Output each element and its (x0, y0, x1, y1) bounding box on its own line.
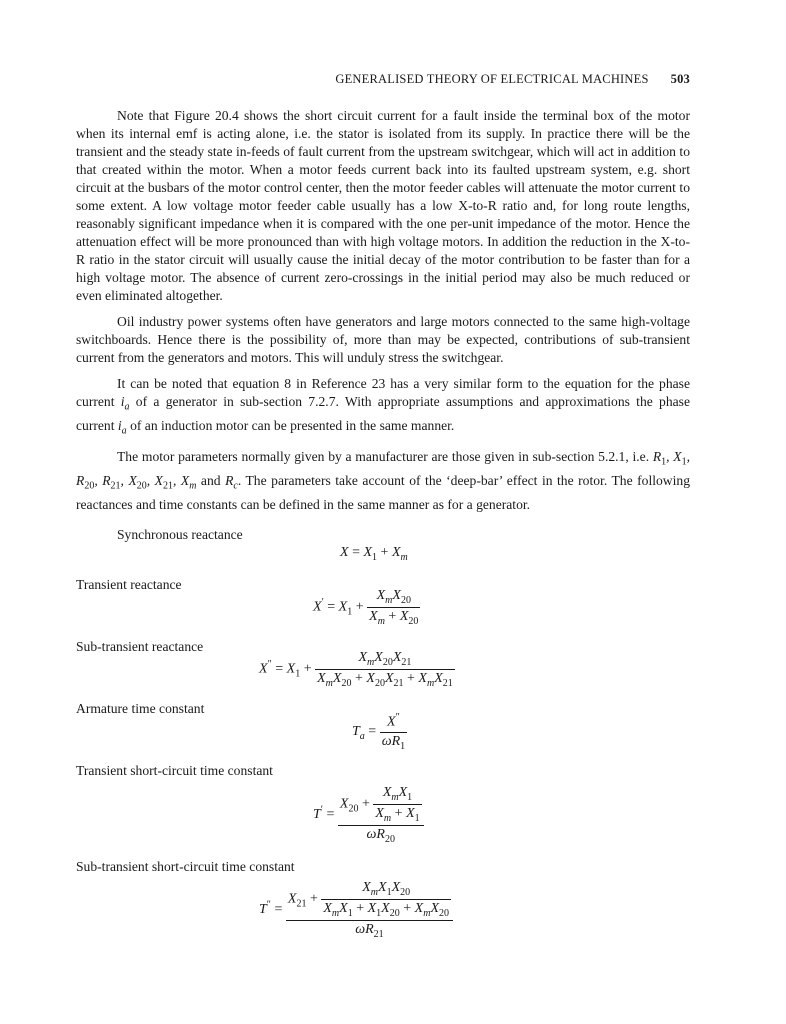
paragraph-3: It can be noted that equation 8 in Reference 23 has a very similar form to the equation for the phase current $i_a$ of a generator in sub-section 7.2.7. With appropriate assumptions and approximations the phase current $i_a$ of an induction motor can be presented in the same manner. (76, 376, 690, 437)
equation-synchronous-reactance: $X = X_1 + X_m$ (340, 545, 408, 563)
running-head (76, 72, 690, 87)
equation-subtransient-sc-time-constant: T″ = $X_{21}$ + $\frac{X_mX_1X_{20}}{X_mX_1 + X_1X_{20} + X_mX_{20}}$ $\omega R_{21}$ (259, 880, 453, 939)
running-title: GENERALISED THEORY OF ELECTRICAL MACHINES (335, 72, 649, 86)
equation-armature-time-constant: $T_a$ = $\frac{X''}{\omega R_1}$ (352, 712, 406, 752)
paragraph-2: Oil industry power systems often have generators and large motors connected to the same high-voltage switchboards. Hence there is the possibility of, more than may be expected, contributions of sub-transient current from the generators and motors. This will unduly stress the switchgear. (76, 314, 690, 365)
page-number: 503 (670, 72, 690, 86)
equation-subtransient-reactance: $X'' = X_1$ + $\frac{X_mX_{20}X_{21}}{X_mX_{20} + X_{20}X_{21} + X_mX_{21}}$ (259, 650, 453, 689)
label-subtransient-reactance: Sub-transient reactance (76, 639, 204, 654)
equation-transient-sc-time-constant: T′ = $X_{20}$ + $\frac{X_mX_1}{X_m + X_1}$ $\omega R_{20}$ (313, 785, 424, 844)
label-subtransient-sc-time-constant: Sub-transient short-circuit time constant (76, 859, 295, 874)
equation-transient-reactance: $X' = X_1$ + $\frac{X_mX_{20}}{X_m + X_{20}}$ (313, 588, 419, 627)
paragraph-1: Note that Figure 20.4 shows the short circuit current for a fault inside the terminal box of the motor when its internal emf is acting alone, i.e. the stator is isolated from its supply. In practice there will be the transient and the steady state in-feeds of fault current from the upstream switchgear, which will act in addition to that created within the motor. When a motor feeds current back into its faulted upstream system, e.g. short circuit at the busbars of the motor control center, then the motor feeder cables will attenuate the motor current to some extent. A low voltage motor feeder cable usually has a low X-to-R ratio and, for long route lengths, reasonably significant impedance when it is compared with the one per-unit impedance of the motor. Hence the attenuation effect will be more pronounced than with high voltage motors. In addition the reduction in the X-to-R ratio in the stator circuit will usually cause the initial decay of the motor contribution to be faster than for a high voltage motor. The absence of current zero-crossings in the initial period may also be much reduced or even eliminated altogether. (76, 108, 690, 303)
label-armature-time-constant: Armature time constant (76, 701, 205, 716)
label-synchronous-reactance: Synchronous reactance (117, 527, 243, 542)
body-text (76, 107, 690, 522)
label-transient-sc-time-constant: Transient short-circuit time constant (76, 763, 273, 778)
paragraph-4: The motor parameters normally given by a manufacturer are those given in sub-section 5.2.1, i.e. $R_1$, $X_1$, $R_{20}$, $R_{21}$, $X_{20}$, $X_{21}$, $X_m$ and $R_c$. The parameters take account of the ‘deep-bar’ effect in the rotor. The following reactances and time constants can be defined in the same manner as for a generator. (76, 449, 690, 512)
label-transient-reactance: Transient reactance (76, 577, 182, 592)
